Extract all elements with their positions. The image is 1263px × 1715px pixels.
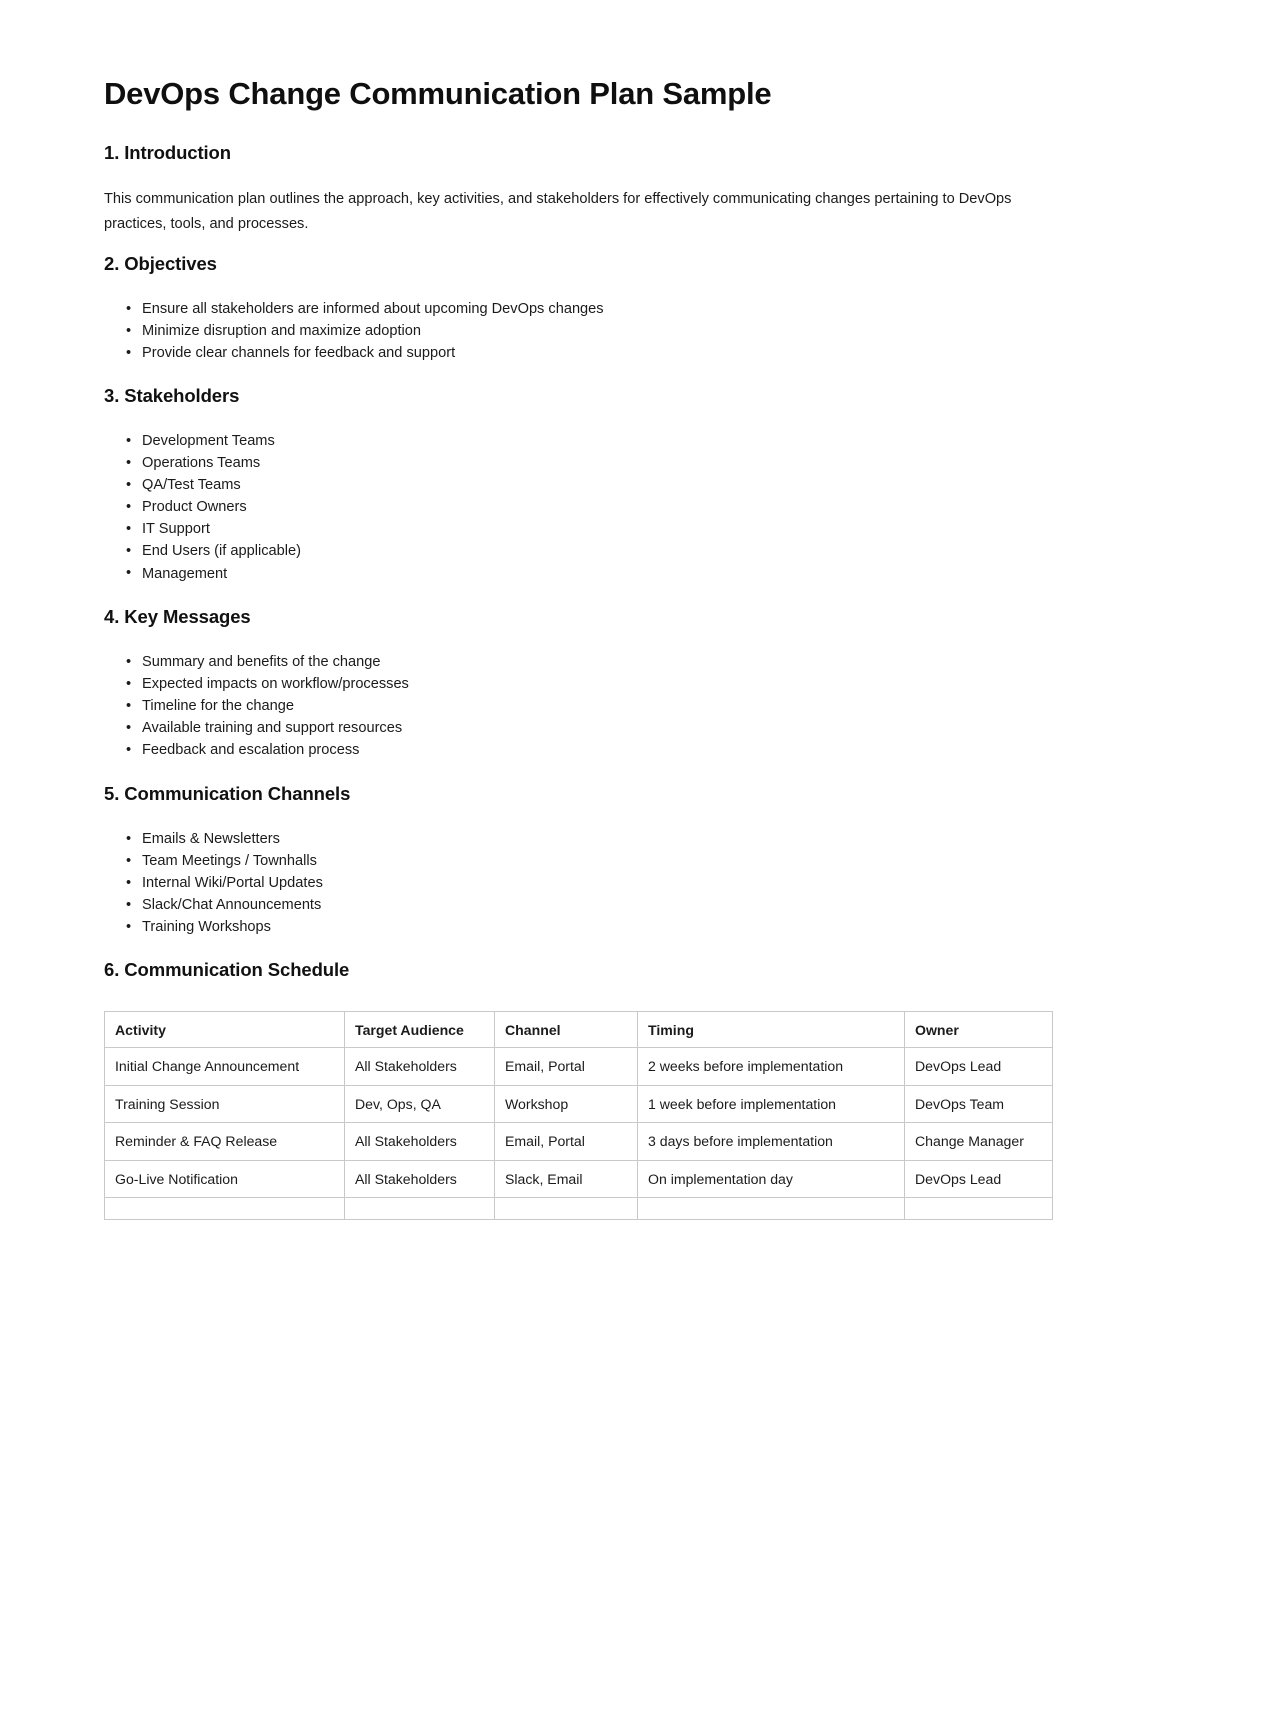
cell-target-audience: All Stakeholders [345, 1123, 495, 1161]
cell-target-audience: All Stakeholders [345, 1048, 495, 1086]
section-key-messages [104, 606, 1052, 761]
page-title: DevOps Change Communication Plan Sample [104, 76, 772, 111]
section-heading-objectives: 2. Objectives [104, 253, 217, 274]
list-item: • Operations Teams [142, 452, 1052, 474]
cell-activity [105, 1198, 345, 1220]
list-item: • Feedback and escalation process [142, 739, 1052, 761]
list-item: • End Users (if applicable) [142, 540, 1052, 562]
section-heading-communication-channels: 5. Communication Channels [104, 783, 351, 804]
section-heading-key-messages: 4. Key Messages [104, 606, 251, 627]
cell-target-audience: Dev, Ops, QA [345, 1085, 495, 1123]
introduction-paragraph: This communication plan outlines the approach, key activities, and stakeholders for effectively communicating changes pertaining to DevOps practices, tools, and processes. [104, 191, 1012, 232]
list-item: • Minimize disruption and maximize adoption [142, 320, 1052, 342]
cell-timing: 2 weeks before implementation [638, 1048, 905, 1086]
cell-owner: Change Manager [905, 1123, 1053, 1161]
list-item: • Training Workshops [142, 916, 1052, 938]
section-heading-stakeholders: 3. Stakeholders [104, 385, 240, 406]
column-header-owner: Owner [905, 1012, 1053, 1048]
list-item: • Emails & Newsletters [142, 828, 1052, 850]
cell-activity: Go-Live Notification [105, 1160, 345, 1198]
section-stakeholders [104, 385, 1052, 585]
list-item: • Timeline for the change [142, 695, 1052, 717]
communication-schedule-table [104, 1011, 1053, 1220]
cell-timing [638, 1198, 905, 1220]
list-item: • Expected impacts on workflow/processes [142, 673, 1052, 695]
list-item: • Management [142, 563, 1052, 585]
table-row-clipped [105, 1198, 1053, 1220]
cell-activity: Reminder & FAQ Release [105, 1123, 345, 1161]
cell-target-audience: All Stakeholders [345, 1160, 495, 1198]
cell-timing: 1 week before implementation [638, 1085, 905, 1123]
section-objectives [104, 253, 1052, 364]
column-header-timing: Timing [638, 1012, 905, 1048]
section-heading-introduction: 1. Introduction [104, 142, 231, 163]
cell-channel: Email, Portal [495, 1048, 638, 1086]
table-row [105, 1160, 1053, 1198]
key-messages-list [104, 651, 1052, 761]
list-item: • Development Teams [142, 430, 1052, 452]
list-item: • QA/Test Teams [142, 474, 1052, 496]
cell-channel [495, 1198, 638, 1220]
column-header-target-audience: Target Audience [345, 1012, 495, 1048]
table-header-row [105, 1012, 1053, 1048]
cell-target-audience [345, 1198, 495, 1220]
list-item: • Product Owners [142, 496, 1052, 518]
cell-activity: Training Session [105, 1085, 345, 1123]
list-item: • Team Meetings / Townhalls [142, 850, 1052, 872]
objectives-list [104, 298, 1052, 364]
cell-timing: 3 days before implementation [638, 1123, 905, 1161]
cell-channel: Email, Portal [495, 1123, 638, 1161]
cell-timing: On implementation day [638, 1160, 905, 1198]
section-heading-communication-schedule: 6. Communication Schedule [104, 959, 350, 980]
list-item: • Ensure all stakeholders are informed about upcoming DevOps changes [142, 298, 1052, 320]
cell-owner [905, 1198, 1053, 1220]
list-item: • Provide clear channels for feedback and support [142, 342, 1052, 364]
cell-owner: DevOps Lead [905, 1160, 1053, 1198]
cell-channel: Slack, Email [495, 1160, 638, 1198]
section-communication-channels [104, 783, 1052, 938]
section-communication-schedule [104, 959, 1052, 1220]
table-row [105, 1085, 1053, 1123]
cell-owner: DevOps Team [905, 1085, 1053, 1123]
list-item: • Internal Wiki/Portal Updates [142, 872, 1052, 894]
list-item: • Summary and benefits of the change [142, 651, 1052, 673]
table-row [105, 1123, 1053, 1161]
list-item: • IT Support [142, 518, 1052, 540]
cell-channel: Workshop [495, 1085, 638, 1123]
table-row [105, 1048, 1053, 1086]
cell-activity: Initial Change Announcement [105, 1048, 345, 1086]
list-item: • Available training and support resources [142, 717, 1052, 739]
stakeholders-list [104, 430, 1052, 585]
cell-owner: DevOps Lead [905, 1048, 1053, 1086]
column-header-channel: Channel [495, 1012, 638, 1048]
section-introduction [104, 142, 1052, 237]
list-item: • Slack/Chat Announcements [142, 894, 1052, 916]
communication-channels-list [104, 828, 1052, 938]
column-header-activity: Activity [105, 1012, 345, 1048]
